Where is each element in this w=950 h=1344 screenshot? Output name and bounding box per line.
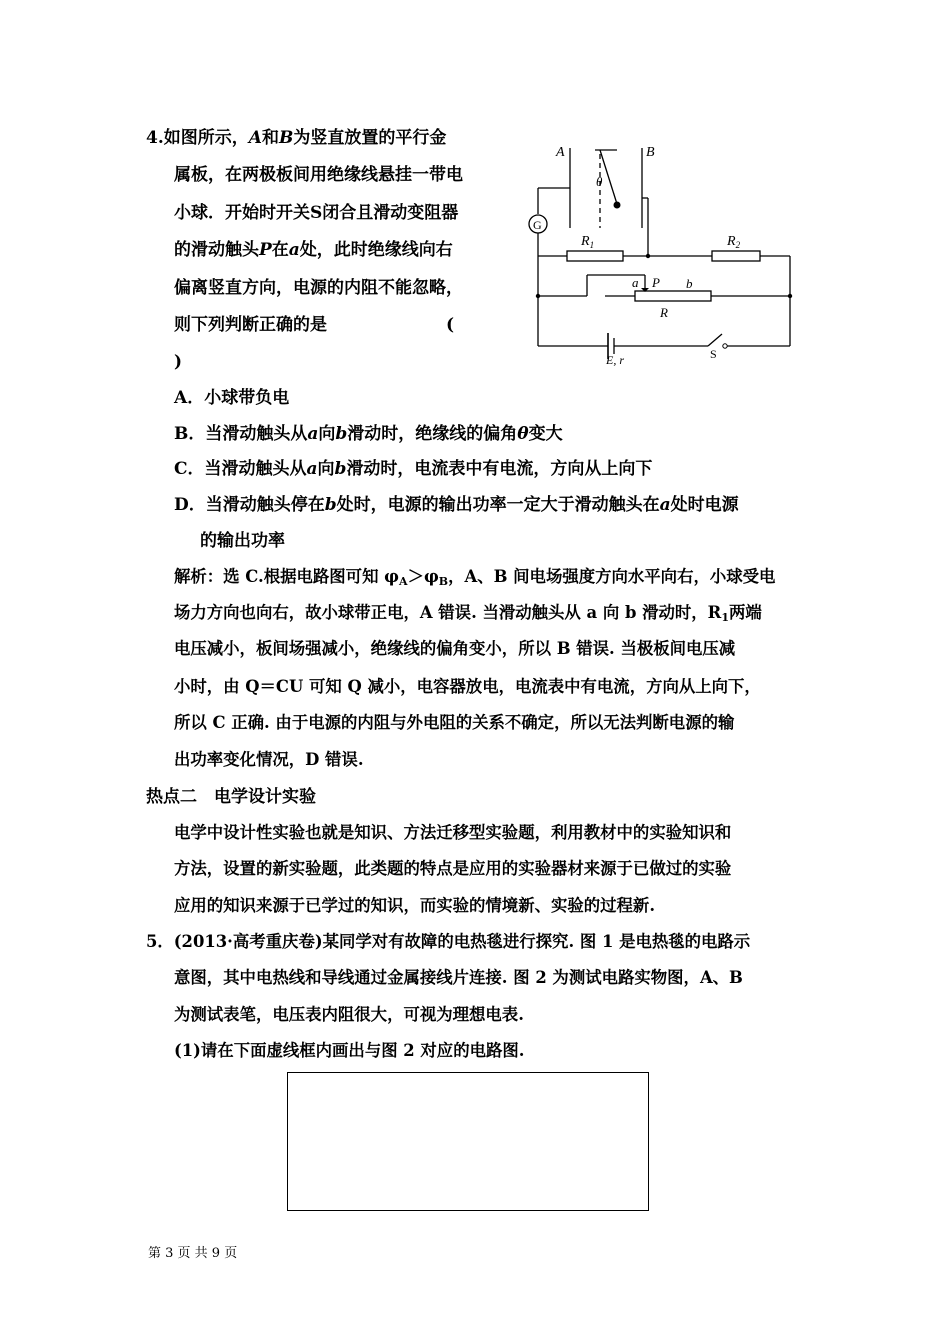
q4-line-1: 4.如图所示，A和B为竖直放置的平行金: [146, 128, 447, 148]
analysis-line-4: 小时，由 Q＝CU 可知 Q 减小，电容器放电，电流表中有电流，方向从上向下，: [174, 677, 761, 696]
analysis-line-6: 出功率变化情况，D 错误.: [174, 750, 364, 769]
hotspot2-title: 热点二 电学设计实验: [146, 787, 316, 807]
circuit-diagram: [520, 128, 810, 368]
slider-p-label: P: [652, 275, 660, 290]
q5-line-2: 意图，其中电热线和导线通过金属接线片连接. 图 2 为测试电路实物图，A、B: [174, 968, 743, 987]
source-label: E, r: [606, 353, 624, 367]
theta-label: θ: [596, 174, 603, 189]
slider-a-label: a: [632, 275, 639, 290]
rheostat-label: R: [660, 305, 668, 320]
option-b: B．当滑动触头从a向b滑动时，绝缘线的偏角θ变大: [174, 424, 563, 444]
answer-box[interactable]: [287, 1072, 649, 1211]
r1-label: $R_1$: [581, 234, 595, 250]
q5-line-1: 5．(2013·高考重庆卷)某同学对有故障的电热毯进行探究. 图 1 是电热毯的电路示: [146, 932, 751, 951]
q4-paren-close: ): [174, 352, 183, 372]
hotspot2-line-3: 应用的知识来源于已学过的知识，而实验的情境新、实验的过程新.: [174, 896, 656, 915]
q4-paren-open: (: [446, 315, 455, 335]
plate-a-label: A: [556, 145, 565, 160]
analysis-line-2: 场力方向也向右，故小球带正电，A 错误. 当滑动触头从 a 向 b 滑动时，$R_1$两端: [174, 603, 762, 624]
r2-label: $R_2$: [727, 234, 741, 250]
galvanometer-label: G: [533, 218, 542, 232]
option-c: C．当滑动触头从a向b滑动时，电流表中有电流，方向从上向下: [174, 459, 653, 479]
analysis-line-1: 解析：选 C.根据电路图可知 $\varphi_A>\varphi_B$，A、B 间电场强度方向水平向右，小球受电: [174, 567, 776, 588]
slider-b-label: b: [686, 276, 693, 291]
option-d: D．当滑动触头停在b处时，电源的输出功率一定大于滑动触头在a处时电源: [174, 495, 739, 515]
q4-line-5: 偏离竖直方向，电源的内阻不能忽略，: [174, 278, 463, 298]
analysis-line-5: 所以 C 正确. 由于电源的内阻与外电阻的关系不确定，所以无法判断电源的输: [174, 713, 735, 732]
hotspot2-line-2: 方法，设置的新实验题，此类题的特点是应用的实验器材来源于已做过的实验: [174, 859, 732, 878]
q4-line-4: 的滑动触头P在a处，此时绝缘线向右: [174, 240, 453, 260]
switch-label: S: [710, 347, 717, 361]
page-footer: 第 3 页 共 9 页: [148, 1246, 238, 1261]
hotspot2-line-1: 电学中设计性实验也就是知识、方法迁移型实验题，利用教材中的实验知识和: [174, 823, 732, 842]
plate-b-label: B: [646, 145, 655, 160]
q4-line-2: 属板，在两极板间用绝缘线悬挂一带电: [174, 165, 463, 185]
q5-line-3: 为测试表笔，电压表内阻很大，可视为理想电表.: [174, 1005, 524, 1024]
option-a: A．小球带负电: [174, 388, 290, 408]
option-d-cont: 的输出功率: [200, 531, 285, 551]
q4-line-3: 小球．开始时开关S闭合且滑动变阻器: [174, 203, 459, 223]
q4-line-6: 则下列判断正确的是: [174, 315, 327, 335]
q5-sub-1: (1)请在下面虚线框内画出与图 2 对应的电路图.: [174, 1041, 525, 1060]
analysis-line-3: 电压减小，板间场强减小，绝缘线的偏角变小，所以 B 错误. 当极板间电压减: [174, 639, 736, 658]
